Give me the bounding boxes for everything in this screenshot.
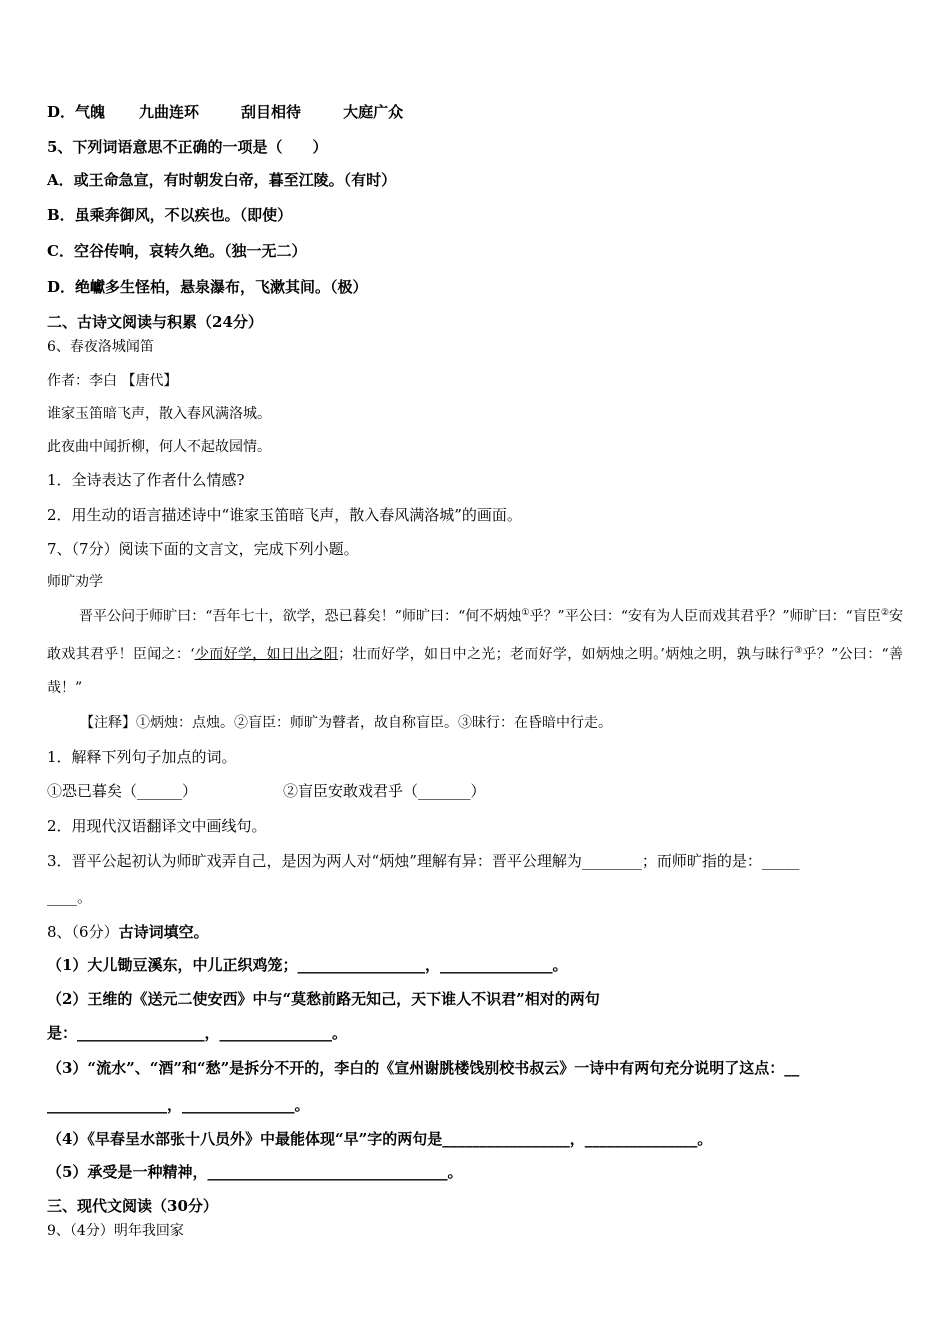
q7-notes: 【注释】①炳烛：点烛。②盲臣：师旷为瞽者，故自称盲臣。③昧行：在昏暗中行走。 bbox=[80, 715, 612, 731]
q7-title: 师旷劝学 bbox=[47, 574, 103, 590]
q4-word-1: 气魄 bbox=[75, 103, 106, 121]
q5-option-b: B．虽乘奔御风，不以疾也。（即使） bbox=[47, 206, 293, 224]
q6-sub-1: 1．全诗表达了作者什么情感? bbox=[47, 471, 245, 489]
underlined-sentence: 少而好学，如日出之阳 bbox=[194, 646, 339, 663]
q4-word-3: 刮目相待 bbox=[241, 103, 302, 121]
q7-sub-2: 2．用现代汉语翻译文中画线句。 bbox=[47, 817, 267, 835]
q6-title: 6、春夜洛城闻笛 bbox=[47, 339, 154, 355]
q7-sub-1-a: ①恐已暮矣（______） bbox=[47, 782, 198, 800]
q7-sub-1: 1．解释下列句子加点的词。 bbox=[47, 748, 237, 766]
q8-item-5: （5）承受是一种精神，________________________________。 bbox=[47, 1163, 463, 1181]
q5-option-a: A．或王命急宣，有时朝发白帝，暮至江陵。（有时） bbox=[47, 171, 397, 189]
section-3-title: 三、现代文阅读（30分） bbox=[47, 1197, 218, 1215]
q8-item-3-cont: ________________，_______________。 bbox=[47, 1096, 310, 1114]
q4-word-2: 九曲连环 bbox=[139, 103, 200, 121]
section-2-title: 二、古诗文阅读与积累（24分） bbox=[47, 313, 263, 331]
q8-item-2: （2）王维的《送元二使安西》中与“莫愁前路无知己，天下谁人不识君”相对的两句 bbox=[47, 990, 600, 1008]
q5-option-d: D．绝巘多生怪柏，悬泉瀑布，飞漱其间。（极） bbox=[47, 278, 368, 296]
q8-item-4: （4）《早春呈水部张十八员外》中最能体现“早”字的两句是_________________，_______________。 bbox=[47, 1130, 713, 1148]
q4-option-d: D．气魄 九曲连环 刮目相待 大庭广众 bbox=[47, 103, 404, 121]
q6-sub-2: 2．用生动的语言描述诗中“谁家玉笛暗飞声，散入春风满洛城”的画面。 bbox=[47, 506, 522, 524]
note-ref-3: ③ bbox=[794, 645, 803, 656]
q6-poem-line-1: 谁家玉笛暗飞声，散入春风满洛城。 bbox=[47, 406, 271, 422]
q7-sub-3-line-1: 3．晋平公起初认为师旷戏弄自己，是因为两人对“炳烛”理解有异：晋平公理解为________；而师旷指的是：_____ bbox=[47, 852, 800, 870]
q8-item-3: （3）“流水”、“酒”和“愁”是拆分不开的，李白的《宣州谢朓楼饯别校书叔云》一诗中有两句充分说明了这点：__ bbox=[47, 1059, 800, 1077]
q7-sub-1-b: ②盲臣安敢戏君乎（_______） bbox=[283, 782, 486, 800]
q7-passage: 晋平公问于师旷曰：“吾年七十，欲学，恐已暮矣！”师旷曰：“何不炳烛①乎？”平公曰：“安有为人臣而戏其君乎？”师旷曰：“盲臣②安敢戏其君乎！臣闻之：‘少而好学，如日出之阳；壮而好学，如日中之光；老而好学，如炳烛之明。’炳烛之明，孰与昧行③乎？”公曰：“善哉！” bbox=[47, 608, 903, 697]
q7-sub-1-items bbox=[47, 781, 903, 801]
q7-sub-3-line-2: ____。 bbox=[47, 888, 93, 906]
note-ref-2: ② bbox=[880, 608, 889, 618]
note-ref-1: ① bbox=[521, 608, 530, 618]
q7-stem: 7、（7分）阅读下面的文言文，完成下列小题。 bbox=[47, 540, 359, 558]
q9-title: 9、（4分）明年我回家 bbox=[47, 1223, 184, 1239]
q4-word-4: 大庭广众 bbox=[343, 103, 404, 121]
q5-option-c: C．空谷传响，哀转久绝。（独一无二） bbox=[47, 242, 307, 260]
q6-author: 作者：李白 【唐代】 bbox=[47, 373, 178, 389]
q6-poem-line-2: 此夜曲中闻折柳，何人不起故园情。 bbox=[47, 439, 271, 455]
q8-stem: 8、（6分）古诗词填空。 bbox=[47, 923, 209, 941]
q8-item-1: （1）大儿锄豆溪东，中儿正织鸡笼；_________________，_______________。 bbox=[47, 956, 568, 974]
q8-item-2-cont: 是：_________________，_______________。 bbox=[47, 1024, 348, 1042]
q5-stem: 5、下列词语意思不正确的一项是（ ） bbox=[47, 138, 328, 156]
